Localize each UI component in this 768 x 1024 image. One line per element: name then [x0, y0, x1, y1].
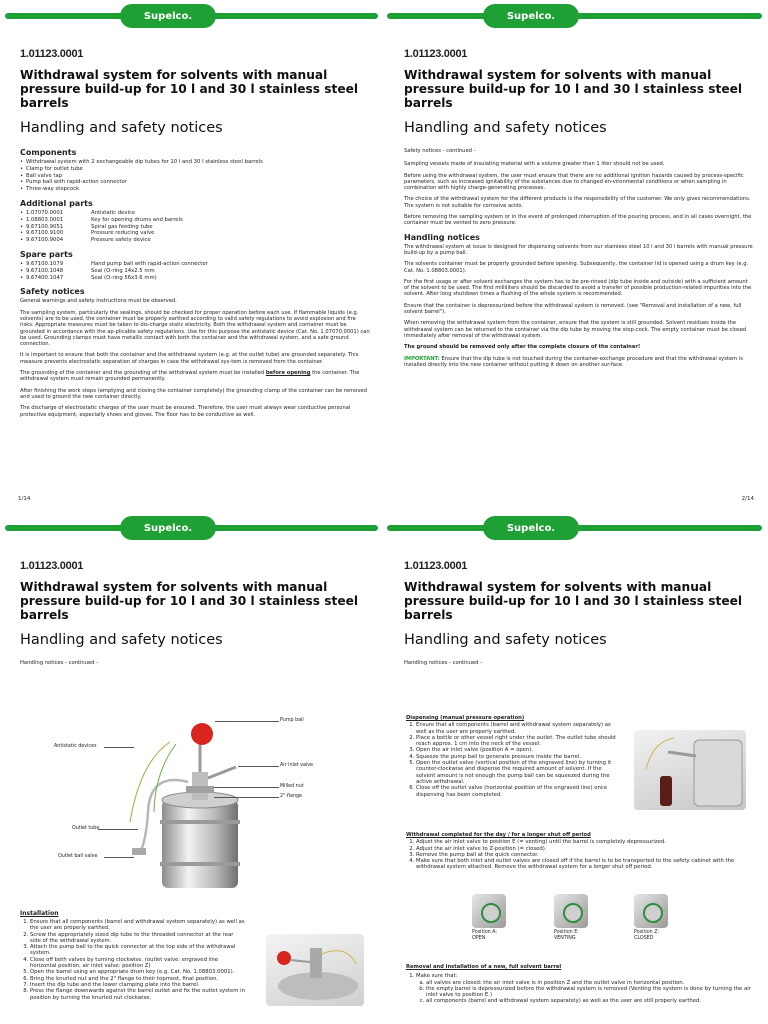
paragraph: Sampling vessels made of insulating material with a volume greater than 1 liter should not be used. [404, 161, 665, 168]
paragraph: The sampling system, particularly the sealings, should be checked for proper operation before each use. If flammable liquids (e.g. solvents) are to be used, the container must be properly earthed according to valid safety regulations to avoid explosion and fire risks. Appropriate measures must be taken to dis-charge static electricity. Both the withdrawal system and container must be grounded in accordance with the ap-plicable safety regulations. Use for this purpose the antistatic device (Cat. No. 1.07070.0001) can be used. Grounding clamps must have metallic contact with both the container and the withdrawal system, and a safe ground connection. [20, 309, 370, 348]
label-air-inlet: Air inlet valve [280, 763, 314, 768]
paragraph: When removing the withdrawal system from the container, ensure that the system is still grounded. Solvent residues inside the withdrawal system can be returned to the container via the dip tube by moving the stop-cock. The empty container must be closed immediately after removal of the withdrawal system. [404, 320, 747, 339]
section-title: Handling and safety notices [20, 632, 223, 648]
additional-heading: Additional parts [20, 198, 93, 208]
continued-label: Safety notices - continued - [404, 148, 476, 154]
doc-title: Withdrawal system for solvents with manual pressure build-up for 10 l and 30 l stainless steel barrels [20, 68, 359, 110]
list-item: 4. Close off both valves by turning clockwise. (outlet valve: engraved line horizontal position, air inlet valve: position Z) [30, 957, 245, 970]
paragraph: The withdrawal system at issue is designed for dispensing solvents from our stainless steel 10 l and 30 l barrels with manual pressure build-up by a pump ball. [404, 243, 753, 256]
leader-line [104, 747, 134, 748]
list-item: 4. Make sure that both inlet and outlet valves are closed off if the barrel is to be transported to the safety cabinet with the withdrawal system attached. Remove the withdrawal system for a longer shut off period. [416, 858, 751, 871]
list-item: 1. Ensure that all components (barrel and withdrawal system separately) as well as the user are properly earthed. [30, 919, 245, 932]
list-item: c. all components (barrel and withdrawal system separately) as well as the user are still properly earthed. [426, 998, 751, 1004]
list-item: • Three-way stopcock [20, 186, 370, 193]
spare-heading: Spare parts [20, 249, 73, 259]
list-item: 2. Adjust the air inlet valve to Z-position (= closed). [416, 846, 751, 852]
list-item: 3. Remove the pump ball at the quick connector. [416, 852, 751, 858]
doc-title: Withdrawal system for solvents with manual pressure build-up for 10 l and 30 l stainless steel barrels [20, 580, 359, 622]
paragraph: The choice of the withdrawal system for the different products is the responsibility of the customer. We only gives recommendations. The system is not suitable for corrosive acids. [404, 196, 751, 209]
list-item: • 1.07070.0001 Antistatic device [20, 210, 370, 217]
doc-title: Withdrawal system for solvents with manual pressure build-up for 10 l and 30 l stainless steel barrels [404, 580, 743, 622]
doc-number: 1.01123.0001 [404, 48, 468, 60]
list-item: • 9.67100.9051 Spiral gas feeding tube [20, 224, 370, 231]
list-item: • 9.67100.1048 Seal (O-ring 14x2.5 mm [20, 268, 370, 275]
safety-intro: General warnings and safety instructions must be observed. [20, 298, 177, 305]
list-item: b. the empty barrel is depressurized before the withdrawal system is removed (Venting the system is done by turning the air inlet valve to position E.) [426, 986, 751, 999]
spare-list [20, 261, 370, 281]
completed-heading: Withdrawal completed for the day / for a longer shut off period [406, 832, 591, 838]
doc-number: 1.01123.0001 [404, 560, 468, 572]
supelco-logo: Supelco. [483, 516, 579, 540]
section-title: Handling and safety notices [404, 632, 607, 648]
dispensing-heading: Dispensing (manual pressure operation) [406, 715, 525, 721]
label-flange: 2"-flange [280, 794, 302, 799]
label-outlet-tube: Outlet tube [72, 826, 100, 831]
paragraph: After finishing the work steps (emptying and closing the container completely) the grounding clamp of the container can be removed and used to ground the new container directly. [20, 387, 367, 400]
position-a-label: Position A: OPEN [472, 930, 498, 941]
list-item: 2. Screw the appropriately sized dip tube to the threaded connector at the rear side of the withdrawal system. [30, 932, 245, 945]
section-title: Handling and safety notices [404, 120, 607, 136]
page-4 [384, 512, 768, 1024]
completed-steps [406, 839, 751, 870]
list-item: 1. Ensure that all components (barrel and withdrawal system separately) as well as the user are properly earthed. [416, 722, 621, 735]
position-e-label: Position E: VENTING [554, 930, 579, 941]
leader-line [238, 766, 279, 767]
leader-line [104, 857, 134, 858]
dispensing-steps [406, 722, 621, 798]
list-item: • Withdrawal system with 2 exchangeable dip tubes for 10 l and 30 l stainless steel barrels [20, 159, 370, 166]
label-milled-nut: Milled nut [280, 784, 304, 789]
doc-number: 1.01123.0001 [20, 560, 84, 572]
valve-position-a-icon [472, 894, 506, 928]
list-item: 1. Adjust the air inlet valve to position E (= venting) until the barrel is completely depressurized. [416, 839, 751, 845]
page-3 [0, 512, 384, 1024]
installation-heading: Installation [20, 910, 59, 917]
page-2 [384, 0, 768, 512]
doc-number: 1.01123.0001 [20, 48, 84, 60]
valve-position-e-icon [554, 894, 588, 928]
important-note: IMPORTANT: Ensure that the dip tube is not touched during the container-exchange procedure and that the withdrawal system is installed directly into the new container without putting it down on another sur-face. [404, 355, 744, 368]
valve-position-z-icon [634, 894, 668, 928]
installation-photo [266, 934, 364, 1006]
continued-label: Handling notices - continued - [404, 660, 482, 666]
list-item: • 9.67100.9100 Pressure reducing valve [20, 230, 370, 237]
list-item: a. all valves are closed: the air inlet valve is in position Z and the outlet valve in horizontal position. [426, 980, 751, 986]
list-item: • 9.67400.1047 Seal (O-ring 56x3.6 mm) [20, 275, 370, 282]
supelco-logo: Supelco. [120, 516, 216, 540]
continued-label: Handling notices - continued - [20, 660, 98, 666]
paragraph: For the first usage or after solvent exchanges the system has to be pre-rinsed (dip tube inside and outside) with a sufficient amount of the solvent to be used. The first milliliters should be discarded to avoid a transfer of possible production-related impurities into the solvent. After long shutdown times a flushing of the whole system is recommended. [404, 278, 752, 298]
list-item: • 9.67100.9004 Pressure safety device [20, 237, 370, 244]
barrel-photo [110, 712, 290, 897]
list-item: • 9.67100.1079 Hand pump ball with rapid-action connector [20, 261, 370, 268]
paragraph: Before using the withdrawal system, the user must ensure that there are no additional ignition hazards caused by process-specific parameters, such as increased ignitability of the substances due to changed en-vironmental conditions or when sampling in combination with highly charge-generating processes. [404, 172, 744, 192]
list-item: • Ball valve tap [20, 173, 370, 180]
list-item: 3. Attach the pump ball to the quick connector at the top side of the withdrawal system. [30, 944, 245, 957]
list-item: 8. Press the flange downwards against the barrel outlet and fix the outlet system in position by turning the knurled nut clockwise. [30, 988, 245, 1001]
page-1 [0, 0, 384, 512]
list-item: 1. Make sure that: a. all valves are closed: the air inlet valve is in position Z and the outlet valve in horizontal position. b. the empty barrel is depressurized before the withdrawal system is removed (Venting the system is done by turning the air inlet valve to position E.) c. all components (barrel and withdrawal system separately) as well as the user are still properly earthed. [416, 973, 751, 1004]
installation-section [20, 904, 245, 1005]
removal-heading: Removal and installation of a new, full solvent barrel [406, 964, 562, 970]
list-item: 6. Close off the outlet valve (horizontal position of the engraved line) once dispensing has been completed. [416, 785, 621, 798]
page-number: 1/14 [18, 496, 31, 502]
paragraph: The discharge of electrostatic charges of the user must be ensured. Therefore, the user must always wear conductive personal protective equipment, especially shoes and gloves. The floor has to be conductive as well. [20, 405, 351, 418]
list-item: 5. Open the barrel using an appropriate drum key (e.g. Cat. No. 1.08803.0001). [30, 969, 245, 975]
barrel-illustration [110, 712, 290, 897]
list-item: • Pump ball with rapid-action connector [20, 179, 370, 186]
removal-sublist [416, 980, 751, 1005]
paragraph: It is important to ensure that both the container and the withdrawal system (e.g. at the outlet tube) are grounded separately. This measure prevents electrostatic separation of charges in case the withdrawal sys-tem is removed from the container. [20, 352, 359, 365]
leader-line [214, 787, 279, 788]
list-item: • Clamp for outlet tube [20, 166, 370, 173]
removal-steps [406, 973, 751, 1004]
completed-section [406, 832, 751, 875]
list-item: 5. Open the outlet valve (vertical position of the engraved line) by turning it counter-clockwise and dispense the required amount of solvent. If the solvent amount is not enough the pump ball can be squeezed during the active withdrawal. [416, 760, 621, 785]
supelco-logo: Supelco. [483, 4, 579, 28]
installation-steps [20, 919, 245, 1001]
section-title: Handling and safety notices [20, 120, 223, 136]
list-item: 2. Place a bottle or other vessel right under the outlet. The outlet tube should reach approx. 1 cm into the neck of the vessel. [416, 735, 621, 748]
leader-line [98, 829, 138, 830]
position-z-label: Position Z: CLOSED [634, 930, 660, 941]
doc-title: Withdrawal system for solvents with manual pressure build-up for 10 l and 30 l stainless steel barrels [404, 68, 743, 110]
safety-heading: Safety notices [20, 287, 85, 297]
bold-note: The ground should be removed only after the complete closure of the container! [404, 344, 641, 351]
list-item: 4. Squeeze the pump ball to generate pressure inside the barrel. [416, 754, 621, 760]
label-pump-ball: Pump ball [280, 718, 304, 723]
paragraph: Before removing the sampling system or in the event of prolonged interruption of the pouring process, and in all cases overnight, the container must be vented to zero pressure. [404, 214, 752, 227]
components-list [20, 159, 370, 193]
paragraph: Ensure that the container is depressurized before the withdrawal system is removed. (see "Removal and installation of a new, full solvent barrel"). [404, 302, 742, 316]
components-heading: Components [20, 148, 77, 157]
additional-list [20, 210, 370, 244]
label-antistatic: Antistatic devices [54, 744, 97, 749]
dispensing-photo [634, 730, 746, 810]
list-item: 7. Insert the dip tube and the lower clamping plate into the barrel. [30, 982, 245, 988]
list-item: • 1.08803.0001 Key for opening drums and barrels [20, 217, 370, 224]
removal-section [406, 964, 751, 1009]
list-item: 3. Open the air inlet valve (position A = open). [416, 747, 621, 753]
paragraph: The solvents container must be properly grounded before opening. Subsequently, the container lid is opened using a drum key (e.g. Cat. No. 1.08803.0001). [404, 261, 749, 274]
label-outlet-ball-valve: Outlet ball valve [58, 854, 98, 859]
leader-line [215, 721, 279, 722]
page-number: 2/14 [741, 496, 754, 502]
dispensing-section [406, 715, 621, 802]
supelco-logo: Supelco. [120, 4, 216, 28]
paragraph: The grounding of the container and the grounding of the withdrawal system must be installed before opening the container. The withdrawal system must remain grounded permanently. [20, 370, 360, 383]
list-item: 6. Bring the knurled nut and the 2" flange to their topmost, final position. [30, 976, 245, 982]
handling-heading: Handling notices [404, 232, 480, 242]
leader-line [214, 797, 279, 798]
